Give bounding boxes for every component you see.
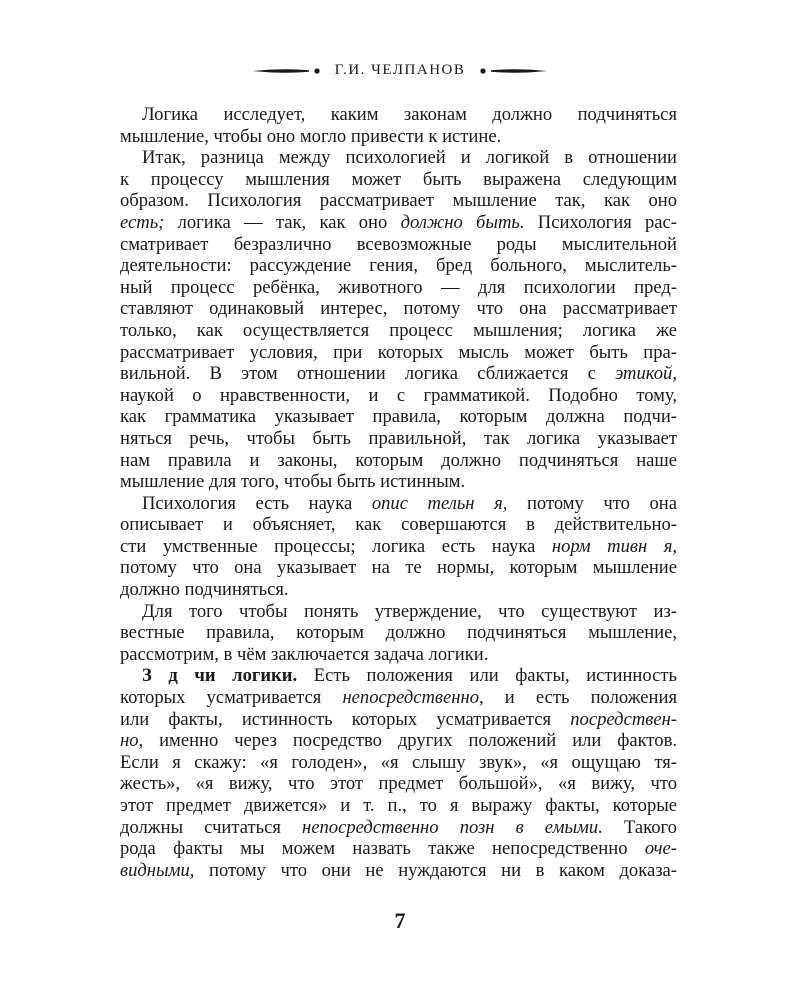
italic-term: но,	[120, 730, 144, 752]
text-segment: потому что они не нуждаются ни в каком доказа-	[194, 859, 677, 881]
text-line	[120, 255, 677, 277]
text-line	[120, 860, 677, 882]
italic-term: посредствен-	[570, 708, 677, 730]
text-line	[120, 622, 677, 644]
text-line	[120, 773, 677, 795]
text-segment: и есть положения	[483, 687, 677, 709]
right-ornament-icon	[479, 66, 549, 76]
text-segment: сматривает безразлично всевозможные роды мыслительной	[120, 233, 677, 255]
text-segment: рода факты мы можем назвать также непосредственно	[120, 838, 645, 860]
text-line	[120, 212, 677, 234]
text-segment: Логика исследует, каким законам должно подчиняться	[142, 104, 677, 125]
text-line	[120, 687, 677, 709]
text-line	[120, 709, 677, 731]
text-line	[120, 838, 677, 860]
text-segment: которых усматривается	[120, 687, 343, 709]
text-line	[120, 601, 677, 623]
text-segment: мышление для того, чтобы быть истинным.	[120, 471, 466, 493]
text-segment: потому что она	[507, 492, 677, 514]
text-segment: вестные правила, которым должно подчиняться мышление,	[120, 622, 677, 644]
text-segment: Есть положения или факты, истинность	[297, 665, 677, 687]
text-segment: няться речь, чтобы быть правильной, так логика указывает	[120, 427, 677, 449]
text-line	[120, 234, 677, 256]
text-segment: образом. Психология рассматривает мышление так, как оно	[120, 190, 677, 212]
text-line	[120, 536, 677, 558]
text-line	[120, 126, 677, 148]
text-line	[120, 104, 677, 126]
section-heading: З д чи логики.	[142, 665, 298, 687]
text-line	[120, 514, 677, 536]
text-segment: должно подчиняться.	[120, 579, 289, 601]
text-segment: логика — так, как оно	[164, 211, 401, 233]
text-line	[120, 190, 677, 212]
text-segment: к процессу мышления может быть выражена следующим	[120, 168, 677, 190]
text-segment: должны считаться	[120, 816, 303, 838]
text-line	[120, 665, 677, 687]
text-segment: Итак, разница между психологией и логикой в отношении	[142, 147, 677, 169]
text-segment: только, как осуществляется процесс мышления; логика же	[120, 319, 677, 341]
text-line	[120, 817, 677, 839]
italic-term: непосредственно позн в емыми.	[302, 816, 603, 838]
text-segment: жесть», «я вижу, что этот предмет большой», «я вижу, что	[120, 773, 677, 795]
italic-term: непосредственно,	[342, 687, 484, 709]
text-segment: деятельности: рассуждение гения, бред больного, мыслитель-	[120, 255, 677, 277]
text-segment: вильной. В этом отношении логика сближается с	[120, 363, 616, 385]
text-line	[120, 795, 677, 817]
text-segment: Психология рас-	[524, 211, 678, 233]
text-line	[120, 320, 677, 342]
text-segment: Такого	[602, 816, 677, 838]
text-segment: сти умственные процессы; логика есть наука	[120, 535, 552, 557]
page-number: 7	[394, 908, 406, 933]
text-line	[120, 450, 677, 472]
italic-term: есть;	[120, 211, 165, 233]
text-segment: нам правила и законы, которым должно подчиняться наше	[120, 449, 677, 471]
text-line	[120, 342, 677, 364]
body-text	[120, 104, 677, 881]
text-line	[120, 363, 677, 385]
text-line	[120, 644, 677, 666]
text-segment: ставляют одинаковый интерес, потому что она рассматривает	[120, 298, 677, 320]
left-ornament-icon	[251, 66, 321, 76]
text-segment: именно через посредство других положений или фактов.	[143, 730, 677, 752]
italic-term: должно быть.	[400, 211, 525, 233]
text-segment: Психология есть наука	[142, 492, 372, 514]
text-segment: Для того чтобы понять утверждение, что существуют из-	[142, 600, 677, 622]
text-line	[120, 406, 677, 428]
italic-term: опис тельн я,	[371, 492, 508, 514]
text-line	[120, 579, 677, 601]
text-segment: рассматривает условия, при которых мысль может быть пра-	[120, 341, 677, 363]
text-segment: как грамматика указывает правила, которым должна подчи-	[120, 406, 677, 428]
text-segment: описывает и объясняет, как совершаются в действительно-	[120, 514, 677, 536]
text-segment: рассмотрим, в чём заключается задача логики.	[120, 643, 489, 665]
text-line	[120, 752, 677, 774]
italic-term: норм тивн я,	[551, 535, 677, 557]
italic-term: этикой,	[615, 363, 677, 385]
italic-term: оче-	[644, 838, 677, 860]
text-segment: Если я скажу: «я голоден», «я слышу звук», «я ощущаю тя-	[120, 751, 677, 773]
running-header	[0, 62, 800, 79]
author-title: Г.И. ЧЕЛПАНОВ	[334, 62, 466, 79]
text-line	[120, 557, 677, 579]
text-line	[120, 277, 677, 299]
text-line	[120, 298, 677, 320]
text-line	[120, 730, 677, 752]
text-line	[120, 169, 677, 191]
text-line	[120, 471, 677, 493]
text-line	[120, 493, 677, 515]
text-segment: потому что она указывает на те нормы, которым мышление	[120, 557, 677, 579]
italic-term: видными,	[120, 859, 195, 881]
text-line	[120, 147, 677, 169]
text-segment: наукой о нравственности, и с грамматикой. Подобно тому,	[120, 384, 677, 406]
text-segment: мышление, чтобы оно могло привести к истине.	[120, 125, 502, 147]
text-line	[120, 428, 677, 450]
text-segment: этот предмет движется» и т. п., то я выражу факты, которые	[120, 795, 677, 816]
text-segment: ный процесс ребёнка, животного — для психологии пред-	[120, 276, 677, 298]
text-segment: или факты, истинность которых усматривается	[120, 708, 571, 730]
text-line	[120, 385, 677, 407]
